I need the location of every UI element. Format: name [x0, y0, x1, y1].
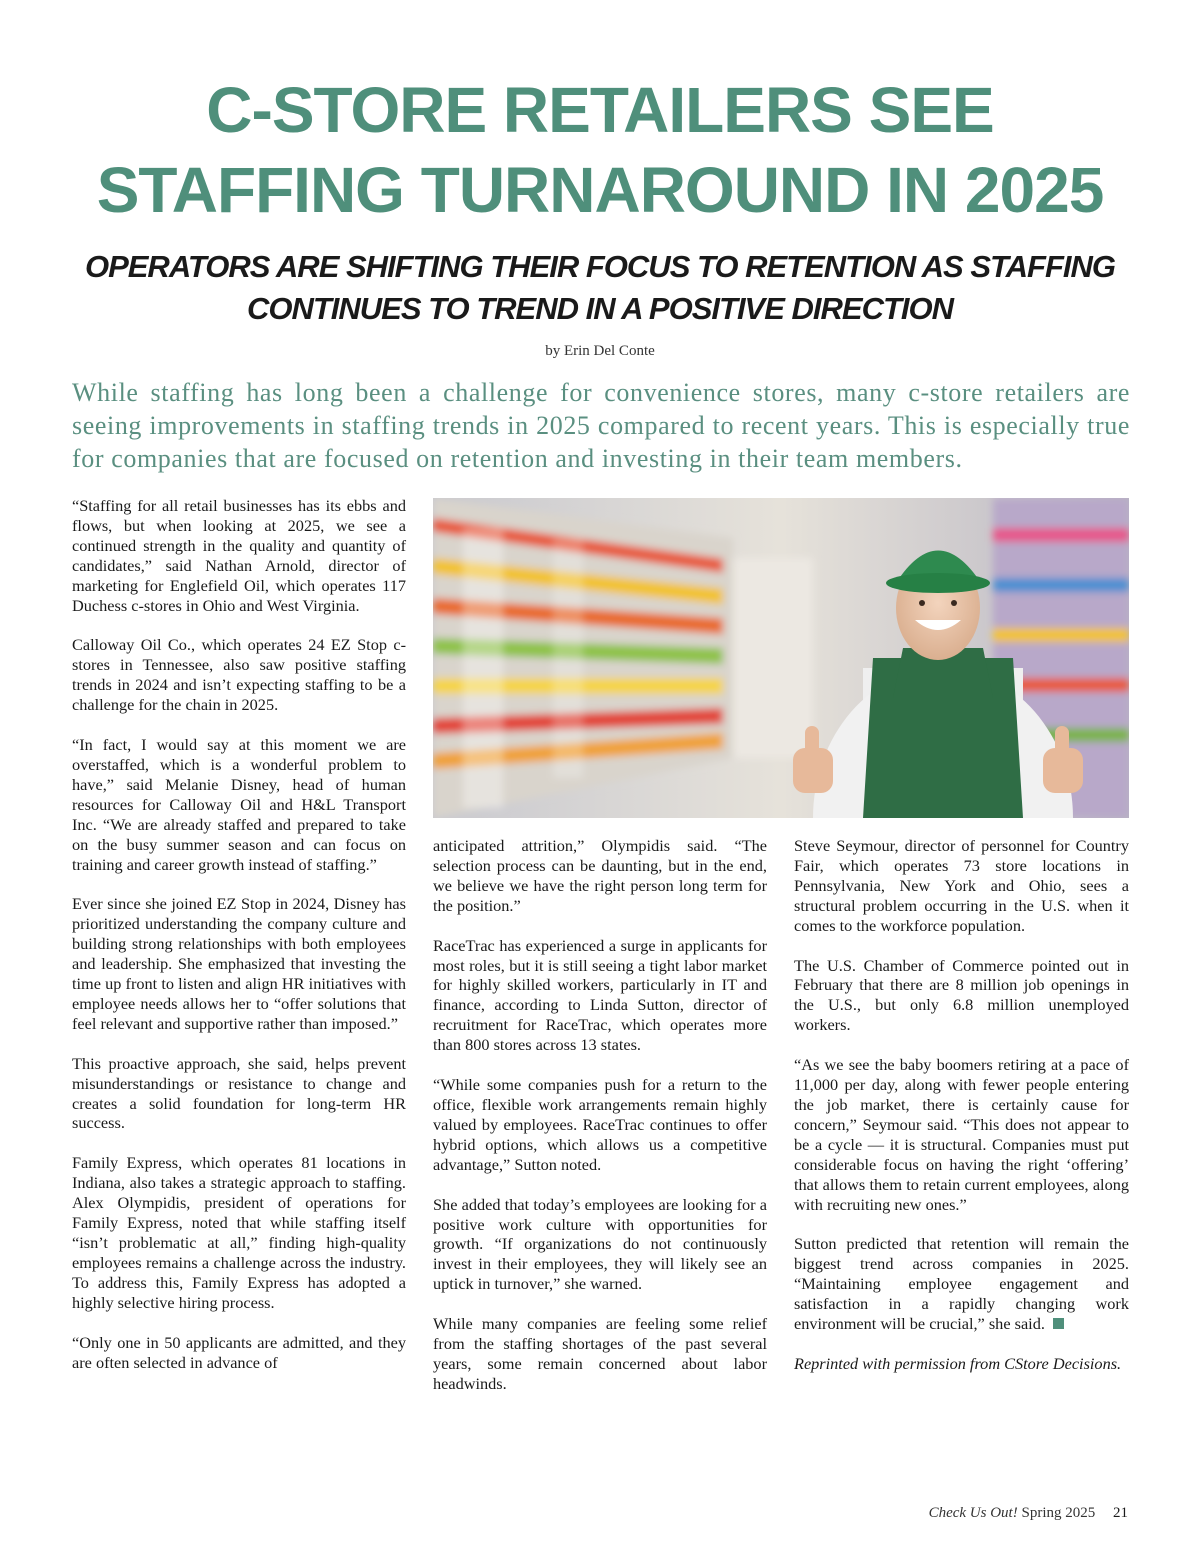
- end-mark-icon: [1053, 1318, 1064, 1329]
- article-subtitle: [0, 246, 1200, 330]
- paragraph: RaceTrac has experienced a surge in applicants for most roles, but it is still seeing a tight labor market for highly skilled workers, particularly in IT and finance, according to Linda Sutton, director of recruitment for RaceTrac, which operates more than 800 stores across 13 states.: [433, 935, 767, 1055]
- issue-label: Spring 2025: [1021, 1505, 1096, 1521]
- paragraph: The U.S. Chamber of Commerce pointed out in February that there are 8 million job openings in the U.S., but only 6.8 million unemployed workers.: [794, 955, 1129, 1035]
- paragraph: Family Express, which operates 81 locations in Indiana, also takes a strategic approach to staffing. Alex Olympidis, president of operations for Family Express, noted that while staffing itself “isn’t problematic at all,” finding high-quality employees remains a challenge across the industry. To address this, Family Express has adopted a highly selective hiring process.: [72, 1153, 406, 1312]
- photo-illustration: [433, 498, 1129, 818]
- paragraph: “Only one in 50 applicants are admitted, and they are often selected in advance of: [72, 1332, 406, 1372]
- store-worker-photo: [433, 498, 1129, 818]
- paragraph: anticipated attrition,” Olympidis said. “The selection process can be daunting, but in the end, we believe we have the right person long term for the position.”: [433, 836, 767, 915]
- byline: by Erin Del Conte: [545, 343, 655, 359]
- column-2: [433, 836, 767, 1414]
- paragraph: “In fact, I would say at this moment we are overstaffed, which is a wonderful problem to have,” said Melanie Disney, head of human resources for Calloway Oil and H&L Transport Inc. “We are already staffed and prepared to take on the busy summer season and can focus on training and career growth instead of staffing.”: [72, 735, 406, 874]
- column-3: [794, 836, 1129, 1394]
- page-number: 21: [1113, 1505, 1128, 1521]
- paragraph: Ever since she joined EZ Stop in 2024, Disney has prioritized understanding the company culture and building strong relationships with both employees and leadership. She emphasized that investing the time up front to listen and align HR initiatives with employee needs allows her to “offer solutions that feel relevant and supportive rather than imposed.”: [72, 894, 406, 1033]
- subtitle-line-2: CONTINUES TO TREND IN A POSITIVE DIRECTION: [246, 291, 954, 326]
- final-paragraph-text: Sutton predicted that retention will remain the biggest trend across companies in 2025. “Maintaining employee engagement and satisfaction in a rapidly changing work environment will be crucial,” she said.: [794, 1234, 1129, 1334]
- page-footer: [929, 1505, 1128, 1522]
- subtitle-line-1: OPERATORS ARE SHIFTING THEIR FOCUS TO RETENTION AS STAFFING: [84, 249, 1116, 284]
- paragraph-final: [794, 1234, 1129, 1334]
- paragraph: She added that today’s employees are looking for a positive work culture with opportunities for growth. “If organizations do not continuously invest in their employees, they will likely see an uptick in turnover,” she warned.: [433, 1194, 767, 1294]
- paragraph: “Staffing for all retail businesses has its ebbs and flows, but when looking at 2025, we see a continued strength in the quality and quantity of candidates,” said Nathan Arnold, director of marketing for Englefield Oil, which operates 117 Duchess c-stores in Ohio and West Virginia.: [72, 496, 406, 615]
- title-line-2: STAFFING TURNAROUND IN 2025: [96, 154, 1104, 226]
- title-line-1: C-STORE RETAILERS SEE: [206, 74, 994, 146]
- reprint-note: Reprinted with permission from CStore Decisions.: [794, 1353, 1122, 1373]
- intro-paragraph: While staffing has long been a challenge for convenience stores, many c-store retailers are seeing improvements in staffing trends in 2025 compared to recent years. This is especially true for companies that are focused on retention and investing in their team members.: [72, 378, 1130, 473]
- paragraph: “As we see the baby boomers retiring at a pace of 11,000 per day, along with fewer people entering the job market, there is certainly cause for concern,” Seymour said. “This does not appear to be a cycle — it is structural. Companies must put considerable focus on having the right ‘offering’ that allows them to retain current employees, along with recruiting new ones.”: [794, 1055, 1129, 1214]
- paragraph: While many companies are feeling some relief from the staffing shortages of the past several years, some remain concerned about labor headwinds.: [433, 1314, 767, 1393]
- paragraph: This proactive approach, she said, helps prevent misunderstandings or resistance to change and creates a solid foundation for long-term HR success.: [72, 1053, 406, 1133]
- publication-name: Check Us Out!: [928, 1505, 1018, 1521]
- column-1: [72, 496, 406, 1392]
- paragraph: “While some companies push for a return to the office, flexible work arrangements remain highly valued by employees. RaceTrac continues to offer hybrid options, which allows us a competitive advantage,” Sutton noted.: [433, 1075, 767, 1174]
- paragraph: Calloway Oil Co., which operates 24 EZ Stop c-stores in Tennessee, also saw positive staffing trends in 2024 and isn’t expecting staffing to be a challenge for the chain in 2025.: [72, 635, 406, 715]
- article-title: [0, 70, 1200, 230]
- paragraph: Steve Seymour, director of personnel for Country Fair, which operates 73 store locations in Pennsylvania, New York and Ohio, sees a structural problem occurring in the U.S. when it comes to the workforce population.: [794, 836, 1129, 935]
